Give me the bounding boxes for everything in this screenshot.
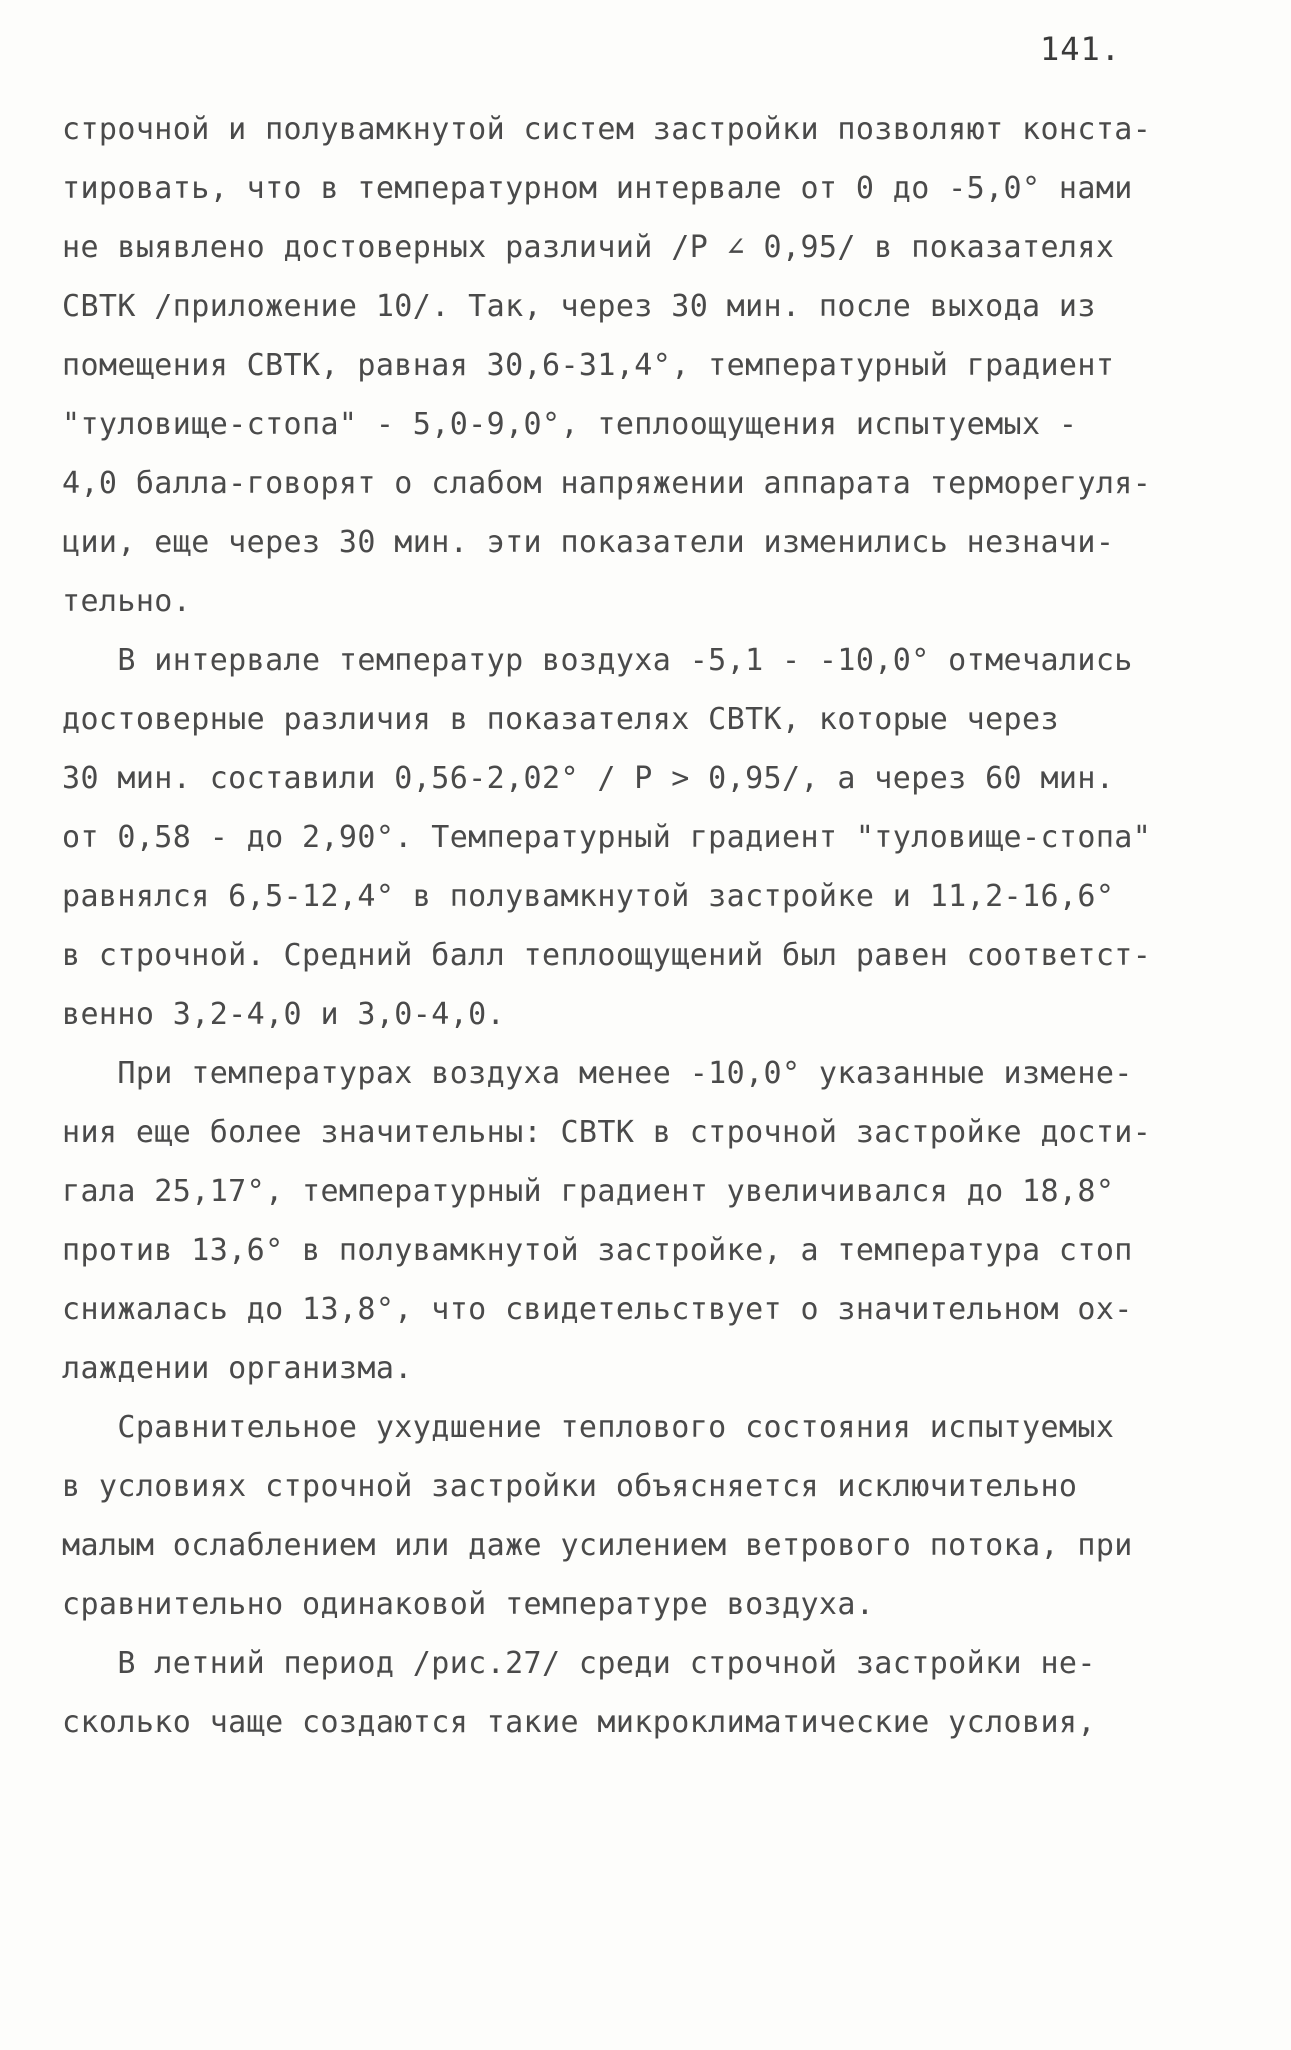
text-line: против 13,6° в полувамкнутой застройке, а температура стоп: [62, 1233, 1133, 1268]
paragraph-5: [62, 1634, 1232, 1752]
text-line: При температурах воздуха менее -10,0° указанные измене-: [62, 1056, 1133, 1091]
body-text: [62, 100, 1232, 1752]
text-line: сравнительно одинаковой температуре воздуха.: [62, 1587, 875, 1622]
text-line: не выявлено достоверных различий /Р ∠ 0,95/ в показателях: [62, 230, 1115, 265]
text-line: равнялся 6,5-12,4° в полувамкнутой застройке и 11,2-16,6°: [62, 879, 1115, 914]
text-line: ния еще более значительны: СВТК в строчной застройке дости-: [62, 1115, 1152, 1150]
text-line: достоверные различия в показателях СВТК, которые через: [62, 702, 1059, 737]
text-line: сколько чаще создаются такие микроклиматические условия,: [62, 1705, 1096, 1740]
text-line: венно 3,2-4,0 и 3,0-4,0.: [62, 997, 506, 1032]
text-line: 4,0 балла-говорят о слабом напряжении аппарата терморегуля-: [62, 466, 1152, 501]
text-line: малым ослаблением или даже усилением ветрового потока, при: [62, 1528, 1133, 1563]
text-line: в строчной. Средний балл теплоощущений был равен соответст-: [62, 938, 1152, 973]
text-line: строчной и полувамкнутой систем застройки позволяют конста-: [62, 112, 1152, 147]
text-line: В интервале температур воздуха -5,1 - -10,0° отмечались: [62, 643, 1133, 678]
text-line: снижалась до 13,8°, что свидетельствует о значительном ох-: [62, 1292, 1133, 1327]
text-line: СВТК /приложение 10/. Так, через 30 мин. после выхода из: [62, 289, 1096, 324]
text-line: ции, еще через 30 мин. эти показатели изменились незначи-: [62, 525, 1115, 560]
paragraph-2: [62, 631, 1232, 1044]
page-number: 141.: [1040, 30, 1122, 68]
paragraph-1: [62, 100, 1232, 631]
text-line: помещения СВТК, равная 30,6-31,4°, температурный градиент: [62, 348, 1115, 383]
paragraph-3: [62, 1044, 1232, 1398]
text-line: лаждении организма.: [62, 1351, 413, 1386]
text-line: тировать, что в температурном интервале от 0 до -5,0° нами: [62, 171, 1133, 206]
text-line: от 0,58 - до 2,90°. Температурный градиент "туловище-стопа": [62, 820, 1152, 855]
text-line: в условиях строчной застройки объясняется исключительно: [62, 1469, 1078, 1504]
text-line: 30 мин. составили 0,56-2,02° / Р > 0,95/, а через 60 мин.: [62, 761, 1115, 796]
text-line: "туловище-стопа" - 5,0-9,0°, теплоощущения испытуемых -: [62, 407, 1078, 442]
text-line: гала 25,17°, температурный градиент увеличивался до 18,8°: [62, 1174, 1115, 1209]
paragraph-4: [62, 1398, 1232, 1634]
text-line: Сравнительное ухудшение теплового состояния испытуемых: [62, 1410, 1115, 1445]
text-line: В летний период /рис.27/ среди строчной застройки не-: [62, 1646, 1096, 1681]
text-line: тельно.: [62, 584, 192, 619]
